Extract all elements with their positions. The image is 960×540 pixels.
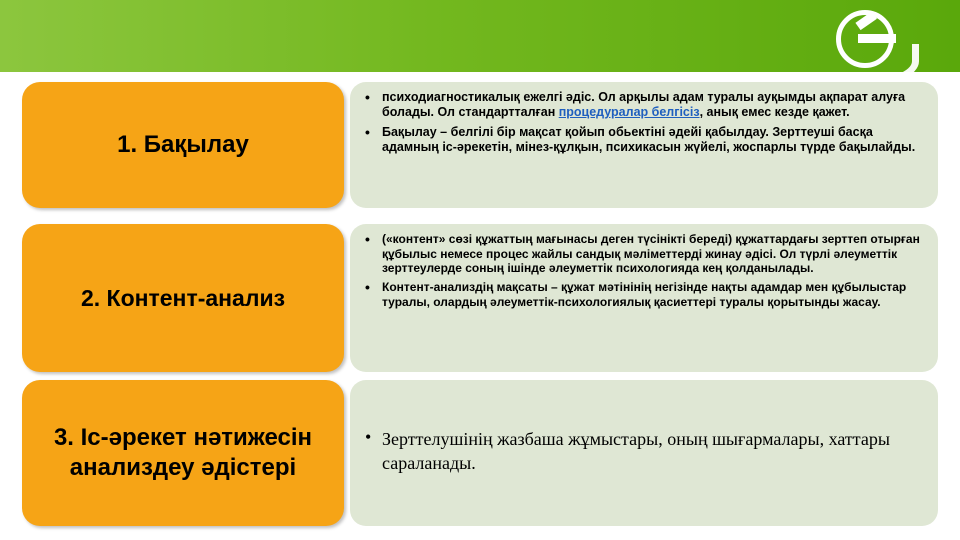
bullet-text: («контент» сөзі құжаттың мағынасы деген түсінікті береді) құжаттардағы зерттеп отырған құбылыс немесе процес жайлы сандық мәліметтерді жинау әдісі. Ол түрлі әлеуметтік зерттеулерде соның ішінде әлеуметтік психологияда кең қолданылады.: [382, 232, 920, 276]
content-row: [22, 380, 938, 526]
bullet-text: Зерттелушінің жазбаша жұмыстары, оның шығармалары, хаттары сараланады.: [382, 428, 890, 473]
row-label-1-text: 1. Бақылау: [117, 131, 249, 158]
list-item: [378, 125, 924, 156]
content-row: [22, 224, 938, 372]
row-content-2: [350, 224, 938, 372]
row-content-1: [350, 82, 938, 208]
bullet-text: Бақылау – белгілі бір мақсат қойып обьектіні әдейі қабылдау. Зерттеуші басқа адамның іс-әрекетін, мінез-құлқын, психикасын жүйелі, жоспарлы түрде бақылайды.: [382, 124, 916, 154]
row-label-1: [22, 82, 344, 208]
bullet-list-3: [360, 427, 924, 480]
list-item: [378, 280, 924, 309]
bullet-text: психодиагностикалық ежелгі әдіс. Ол арқылы адам туралы ауқымды ақпарат алуға болады. Ол стандартталған: [382, 90, 906, 120]
bullet-text-cont: , анық емес кезде қажет.: [699, 105, 850, 120]
row-label-2-text: 2. Контент-анализ: [80, 284, 286, 311]
header-banner: [0, 0, 960, 72]
list-item: [378, 90, 924, 121]
bullet-list-1: [360, 90, 924, 155]
logo-swoosh: [824, 44, 919, 87]
bullet-text: Контент-анализдің мақсаты – құжат мәтінінің негізінде нақты адамдар мен құбылыстар туралы, олардың әлеуметтік-психологиялық қасиеттері туралы қорытынды жасау.: [382, 279, 907, 309]
row-label-3: [22, 380, 344, 526]
logo-bar: [858, 34, 896, 43]
university-logo-icon: [818, 4, 938, 82]
procedure-link[interactable]: процедуралар белгісіз: [558, 105, 700, 120]
list-item: [378, 427, 924, 476]
row-label-2: [22, 224, 344, 372]
bullet-list-2: [360, 232, 924, 309]
row-label-3-text: 3. Іс-әрекет нәтижесін анализдеу әдістері: [53, 424, 313, 481]
list-item: [378, 232, 924, 276]
content-row: [22, 82, 938, 208]
row-content-3: [350, 380, 938, 526]
